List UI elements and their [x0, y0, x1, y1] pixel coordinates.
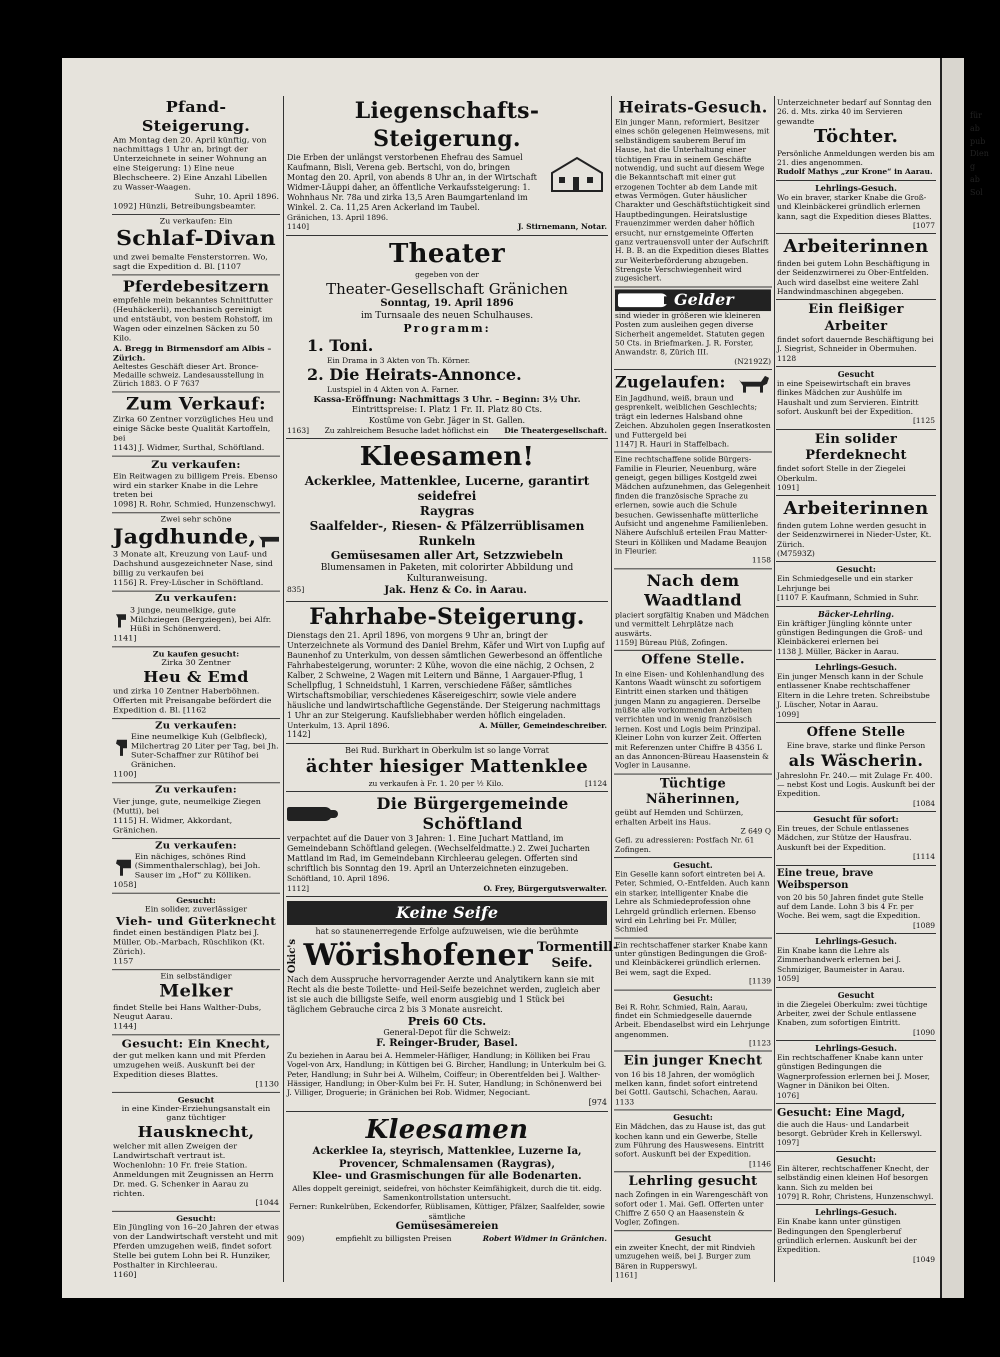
ad-signature: Robert Widmer in Gränichen. — [482, 1233, 607, 1243]
ad-signature: Rudolf Mathys „zur Krone“ in Aarau. — [777, 167, 933, 177]
ad-pretext: Zirka 30 Zentner — [161, 658, 231, 668]
ad-title: Gesucht: — [176, 1213, 216, 1224]
ad-reitwagen — [112, 457, 280, 513]
ad-title: Gesucht: — [673, 992, 713, 1002]
ad-number: 1128 — [777, 353, 797, 363]
ad-zugelaufen — [614, 370, 772, 453]
ad-number: [974 — [588, 1097, 607, 1107]
ad-headline: Vieh- und Güterknecht — [115, 914, 277, 929]
ad-line: Alles doppelt gereinigt, seidefrei, von höchster Keimfähigkeit, durch die tit. eidg. Samenkontrollstation untersucht. — [292, 1183, 602, 1202]
ad-dealers: Zu beziehen in Aarau bei A. Hemmeler-Häfliger, Handlung; in Kölliken bei Frau Vogel-von Arx, Handlung; in Küttigen bei G. Bircher, Handlung; in Unterkulm bei G. Peter, Handlung; in Suhr bei A. Wilhelm, Coiffeur; in Oberentfelden bei J. Walther-Hässiger, Handlung; in Ober-Kulm bei Fr. H. Suter, Handlung; in Schönenwerd bei J. Villiger, Droguerie; in Gränichen bei Rob. Widmer, Negociant. — [287, 1050, 607, 1098]
ad-signature: A. Bregg in Birmensdorf am Albis – Zürich. — [113, 342, 272, 362]
ad-body: sind wieder in größeren wie kleineren Posten zum ausleihen gegen diverse Sicherheit angemeldet. Statuten gegen 50 Cts. in Briefmarken. J. R. Forster, Anwandstr. 8, Zürich III. — [615, 310, 765, 357]
ad-body: Vier junge, gute, neumelkige Ziegen (Mutti), bei — [113, 797, 261, 816]
ad-title: Kleesamen — [365, 1114, 529, 1145]
ad-title: Tüchtige Näherinnen, — [645, 776, 741, 807]
ad-title: Zu verkaufen: — [155, 720, 237, 732]
ad-signature: [1044 — [255, 1198, 279, 1207]
ad-number: 1161] — [615, 1270, 638, 1280]
ad-title: Jagdhunde, — [113, 524, 257, 550]
ad-ziegen — [112, 784, 280, 839]
ad-side-text: Okic's — [287, 938, 298, 973]
ad-title: Arbeiterinnen — [783, 498, 929, 520]
ad-title: Offene Stelle — [806, 724, 906, 740]
ad-hausknecht — [112, 1093, 280, 1212]
pointing-hand-icon — [287, 807, 332, 821]
ad-speisewirtschaft — [776, 367, 936, 430]
ad-lehrlings-gesuch-1 — [776, 181, 936, 235]
ad-title: Ein junger Knecht — [623, 1053, 763, 1069]
ad-body: Ein Reitwagen zu billigem Preis. Ebenso wird ein starker Knabe in die Lehre treten bei — [113, 471, 278, 499]
ad-viehknecht — [112, 894, 280, 970]
ad-signature: 1115] H. Widmer, Akkordant, Gränichen. — [113, 816, 233, 835]
ad-body: welcher mit allen Zweigen der Landwirtschaft vertraut ist. Wochenlohn: 10 Fr. freie Station. Anmeldungen mit Zeugnissen an Herrn Dr. med. G. Schenker in Aarau zu richten. — [113, 1141, 274, 1198]
ad-number: 1133 — [615, 1097, 635, 1107]
ad-number: 1112] — [287, 883, 310, 893]
ad-title: Theater — [389, 238, 505, 269]
ad-body: Ein Knabe kann die Lehre als Zimmerhandwerk erlernen bei J. Schmiziger, Baumeister in Aarau. — [777, 946, 905, 974]
ad-date: Suhr, 10. April 1896. — [194, 192, 279, 201]
ad-zweiter-knecht — [614, 1231, 772, 1283]
ad-body: Zirka 60 Zentner vorzügliches Heu und einige Säcke beste Qualität Kartoffeln, bei — [113, 415, 274, 443]
ad-body: 3 Monate alt, Kreuzung von Lauf- und Dachshund ausgezeichneter Nase, sind billig zu verkaufen bei — [113, 550, 273, 578]
ad-title: Gesucht: Ein Knecht, — [121, 1037, 271, 1051]
ad-body: In eine Eisen- und Kohlenhandlung des Kantons Waadt wünscht zu sofortigem Eintritt einen starken und thätigen jungen Mann zu angagieren. Derselbe müßte alle vorkommenden Arbeiten verrichten und in wenig französisch lernen. Kost und Logis beim Prinzipal. Kleiner Lohn von kurzer Zeit. Offerten mit Referenzen unter Chiffre B 4356 L an das Annoncen-Büreau Haasenstein & Vogler in Lausanne. — [615, 668, 769, 770]
house-icon — [547, 153, 607, 193]
ad-line: Provencer, Schmalensamen (Raygras), — [339, 1158, 555, 1170]
ad-waescherin — [776, 723, 936, 812]
ad-body: der gut melken kann und mit Pferden umzugehen weiß. Auskunft bei der Expedition dieses Blattes. — [113, 1051, 266, 1079]
ad-number: 1158 — [751, 555, 771, 565]
ad-signature: 1144] — [113, 1021, 137, 1031]
ad-body: placiert sorgfältig Knaben und Mädchen und vermittelt Lehrplätze nach auswärts. — [615, 610, 770, 638]
ad-heu-emd — [112, 647, 280, 719]
fragment-text: Sol — [970, 187, 983, 197]
ad-date: Gränichen, 13. April 1896. — [287, 213, 389, 222]
ad-pretext: hat so staunenerregende Erfolge aufzuweisen, wie die berühmte — [315, 927, 579, 936]
ad-body: ein zweiter Knecht, der mit Rindvieh umzugehen weiß, bei J. Burger zum Bären in Rupperswyl. — [615, 1242, 756, 1270]
ad-magd — [776, 1104, 936, 1152]
ad-line: empfiehlt zu billigsten Preisen — [335, 1233, 452, 1243]
ad-note: Aeltestes Geschäft dieser Art. Bronce-Medaille schweiz. Landesausstellung in Zürich 1883. O F 7637 — [113, 361, 264, 388]
program-item: 1. Toni. — [307, 335, 374, 355]
ad-signature: 1156] R. Frey-Lüscher in Schöftland. — [113, 578, 264, 588]
ad-number: [1077 — [912, 220, 935, 230]
ad-body: zu verkaufen à Fr. 1. 20 per ½ Kilo. — [368, 778, 504, 788]
ad-number: 1091] — [777, 483, 800, 492]
ad-baecker-lehre — [614, 938, 772, 990]
column-3 — [614, 96, 772, 1283]
ad-price: Preis 60 Cts. — [407, 1014, 487, 1028]
ad-pretext: Ein solider, zuverlässiger — [144, 905, 248, 914]
ad-signature: 1157 — [113, 957, 134, 966]
cattle-icon — [113, 852, 131, 877]
ad-body: Ein Knabe kann unter günstigen Bedingungen den Spenglerberuf gründlich erlernen. Auskunft bei der Expedition. — [777, 1217, 917, 1255]
ad-prices: Eintrittspreise: I. Platz 1 Fr. II. Platz 80 Cts. — [351, 405, 543, 416]
ad-zum-verkauf — [112, 392, 280, 457]
ad-schmiedgeselle — [614, 990, 772, 1052]
ad-number: 1076] — [777, 1090, 800, 1100]
ad-line: Raygras — [419, 503, 475, 518]
ad-headline: ächter hiesiger Mattenklee — [305, 756, 589, 778]
ad-title: Ein fleißiger Arbeiter — [808, 302, 904, 334]
ad-pretext: Zwei sehr schöne — [160, 515, 232, 524]
ad-number: [1125 — [912, 416, 935, 426]
ad-schmiedgeselle-suhr — [776, 562, 936, 606]
ad-signature: 1079] R. Rohr, Christens, Hunzenschwyl. — [777, 1191, 934, 1201]
ad-banner: Keine Seife — [287, 901, 607, 925]
ad-title: Die Bürgergemeinde Schöftland — [376, 794, 569, 834]
ad-kuh — [112, 719, 280, 784]
ad-signature: 1138 J. Müller, Bäcker in Aarau. — [777, 646, 899, 656]
ad-body: Ein junger Mann, reformiert, Besitzer eines schön gelegenen Heimwesens, mit selbständigem sauberem Beruf im Hause, hat die Unterhaltung einer tüchtigen Frau in seinem Geschäfte notwendig, und sucht auf diesem Wege die Bekanntschaft mit einer gut erzogenen Tochter ab dem Lande mit etwas Vermögen. Guter häuslicher Charakter und Geschäftstüchtigkeit sind Hauptbedingungen. Heiratslustige Frauenzimmer werden daher höflich ersucht, nur ernstgemeinte Offerten ganz vertrauensvoll unter der Aufschrift H. B. B. an die Expedition dieses Blattes zur Weiterbeförderung abzugeben. Strengste Verschwiegenheit wird zugesichert. — [615, 117, 771, 283]
ad-melker — [112, 970, 280, 1035]
fragment-text: Dien — [970, 149, 989, 159]
ad-body: die auch die Haus- und Landarbeit besorgt. Gebrüder Kreh in Kellerswyl. — [777, 1119, 923, 1138]
ad-title: Arbeiterinnen — [783, 236, 929, 258]
ad-info: Zu zahlreichem Besuche ladet höflichst ein — [324, 425, 489, 435]
dog-icon — [256, 527, 279, 548]
ad-headline: Wörishofener — [303, 938, 533, 973]
ad-body: finden bei gutem Lohn Beschäftigung in der Seidenzwirnerei zu Ober-Entfelden. Auch wird daselbst eine weitere Zahl Handwindmaschinen abgegeben. — [777, 258, 930, 296]
ad-body: und zirka 10 Zentner Haberböhnen. Offerten mit Preisangabe befördert die Expedition d. Bl. [1162 — [113, 686, 272, 715]
ad-line: Saalfelder-, Riesen- & Pfälzerrüblisamen — [309, 518, 585, 533]
ad-number: 835] — [287, 585, 305, 594]
ad-body: Dienstags den 21. April 1896, von morgens 9 Uhr an, bringt der Unterzeichnete als Vormund des Daniel Brehm, Käfer und Wirt von Lupfig auf Baunenhof zu Unterkulm, von dessen sämtlichen Gewerbesond an öffentliche Fahrhabesteigerung, worunter: 2 Kühe, wovon die eine nächig, 2 Ochsen, 2 Kalber, 2 Schweine, 2 Wagen mit Leitern und Bänne, 1 Aargauer-Pflug, 1 Schellpflug, 1 Schneidstuhl, 1 Karren, verschiedene Fäßer, sämtliches Wirtschaftsmobiliar, verschiedenes Käsereigeschirr, sowie viele andere häusliche und landwirtschaftliche Gegenstände. Der Steigerung nachmittags 1 Uhr an zur Steigerung. Kaufsliebhaber werden höflich eingeladen. — [287, 631, 605, 720]
ad-pferdeknecht — [776, 430, 936, 497]
ad-body: 3 junge, neumelkige, gute Milchziegen (Bergziegen), bei Alfr. Hüßi in Schönenwerd. — [130, 605, 272, 634]
column-rule — [283, 96, 284, 1282]
ad-body: Eine neumelkige Kuh (Gelbfleck), Milchertrag 20 Liter per Tag, bei Jh. Suter-Schaffner zur Rütihof bei Gränichen. — [131, 732, 279, 770]
ad-body: Ein junger Mensch kann in der Schule entlassener Knabe rechtschaffener Eltern in die Lehre treten. Schreibstube J. Lüscher, Notar in Aarau. — [777, 672, 930, 710]
ad-title: Pfand-Steigerung. — [141, 97, 251, 135]
ad-body: Jahreslohn Fr. 240.— mit Zulage Fr. 400.— nebst Kost und Logis. Auskunft bei der Expedition. — [777, 770, 935, 799]
ad-date: Sonntag, 19. April 1896 — [380, 298, 514, 310]
ad-title: Zu verkaufen: — [155, 593, 237, 605]
ad-juengling — [112, 1212, 280, 1283]
column-1 — [112, 96, 280, 1282]
ad-title: Gesucht: — [836, 564, 876, 575]
program-item-sub: Ein Drama in 3 Akten von Th. Körner. — [327, 355, 471, 365]
ad-body: findet sofort dauernde Beschäftigung bei J. Siegrist, Schneider in Obermuhen. — [777, 334, 934, 354]
ad-spengler — [776, 1205, 936, 1267]
ad-body: Ein rechtschaffener Knabe kann unter günstigen Bedingungen die Wagnerprofession erlernen bei J. Moser, Wagner in Dänikon bei Olten. — [777, 1053, 930, 1091]
ad-signature: 1098] R. Rohr, Schmied, Hunzenschwyl. — [113, 499, 276, 509]
goat-icon — [113, 606, 126, 629]
ad-naeherinnen — [614, 774, 772, 858]
fragment-text: pub — [970, 136, 986, 146]
ad-title: Kleesamen! — [359, 442, 535, 473]
ad-lehrlings-gesuch-2 — [776, 660, 936, 723]
ad-pretext: gegeben von der — [415, 270, 479, 280]
ad-body: Nach dem Ausspruche hervorragender Aerzte und Analytikern kann sie mit Recht als die beste Toilette- und Heil-Seife bezeichnet werden, zugleich aber ist sie auch die billigste Seife, weil enorm ausgiebig und 1 Stück bei täglichem Gebrauche circa 2 bis 3 Monate ausreicht. — [287, 974, 600, 1014]
ad-body: Ein rechtschaffener starker Knabe kann unter günstigen Bedingungen die Groß- und Kleinbäckerei gründlich erlernen. Bei wem, sagt die Exped. — [615, 940, 768, 977]
ad-title: Gesucht — [674, 1232, 712, 1243]
ad-headline: Hausknecht, — [137, 1122, 255, 1141]
ad-line: Gemüsesämereien — [395, 1221, 499, 1233]
ad-line: Ackerklee, Mattenklee, Lucerne, garantirt seidefrei — [304, 473, 590, 503]
program-item-sub: Lustspiel in 4 Akten von A. Farner. — [327, 385, 459, 395]
ad-body: in eine Speisewirtschaft ein braves flinkes Mädchen zur Aushülfe im Haushalt und zum Servieren. Eintritt sofort. Auskunft bei der Expedition. — [777, 378, 919, 416]
ad-body: verpachtet auf die Dauer von 3 Jahren: 1. Eine Juchart Mattland, im Gemeindebann Schöftland gelegen. (Wechselfeldmatte.) 2. Zwei Jucharten Mattland im Rad, im Gemeindebann Kirchleerau gelegen. Offerten sind schriftlich bis Sonntag den 19. April an Unterzeichneten einzugeben. — [287, 834, 590, 874]
ad-body: von 16 bis 18 Jahren, der womöglich melken kann, findet sofort eintretend bei Gottl. Gautschi, Schachen, Aarau. — [615, 1069, 758, 1098]
fragment-text: ab — [970, 174, 980, 184]
ad-number: [1124 — [584, 778, 607, 788]
ad-arbeiterinnen-2 — [776, 496, 936, 562]
ad-title: Offene Stelle. — [641, 653, 745, 668]
ad-signature: 1160] — [113, 1270, 137, 1279]
ad-kleesamen-widmer — [286, 1112, 608, 1246]
ad-number: [1139 — [748, 976, 771, 986]
ad-title: Zu verkaufen: — [155, 785, 237, 796]
ad-body: und zwei bemalte Fensterstorren. Wo, sagt die Expedition d. Bl. [1107 — [113, 252, 268, 271]
ad-body: Ein treues, der Schule entlassenes Mädchen, zur Stütze der Hausfrau. Auskunft bei der Expedition. — [777, 824, 912, 852]
ad-wagner — [776, 1041, 936, 1104]
ad-title: Gesucht — [837, 989, 875, 1000]
ad-body: Ein Geselle kann sofort eintreten bei A. Peter, Schmied, O.-Entfelden. Auch kann ein starker, intelligenter Knabe die Lehre als Schmiedeprofession ohne Lehrgeld gründlich erlernen. Ebenso wird ein Lehrling bei Fr. Müller, Schmied — [615, 869, 770, 934]
ad-info: Kostüme von Gebr. Jäger in St. Gallen. — [368, 415, 526, 425]
ad-signature: Die Theatergesellschaft. — [504, 425, 607, 435]
column-2 — [286, 96, 619, 1246]
ad-body: findet einen beständigen Platz bei J. Müller, Ob.-Marbach, Rüschlikon (Kt. Zürich). — [113, 928, 265, 957]
ad-body: Ein Mädchen, das zu Hause ist, das gut kochen kann und ein Gewerbe, Stelle zum Führung des Hauswesens. Eintritt sofort. Auskunft bei der Expedition. — [615, 1122, 766, 1159]
ad-title: Gesucht. — [673, 859, 713, 870]
fragment-text: für — [970, 111, 982, 120]
ad-number: [1090 — [912, 1027, 935, 1037]
ad-number: (N2192Z) — [734, 356, 771, 366]
pointing-hand-icon — [618, 293, 668, 307]
ad-line: Ferner: Runkelrüben, Eckendorfer, Rüblisamen, Küttiger, Pfälzer, Saalfelder, sowie sämtliche — [289, 1202, 605, 1221]
ad-title: Gesucht — [177, 1094, 215, 1105]
ad-ziegelei — [776, 988, 936, 1042]
ad-signature: [1107 F. Kaufmann, Schmied in Suhr. — [777, 593, 919, 603]
ad-body: findet Stelle bei Hans Walther-Dubs, Neugut Aarau. — [113, 1003, 262, 1022]
ad-line: Blumensamen in Paketen, mit colorirter Abbildung und Kulturanweisung. — [320, 562, 574, 584]
ad-gesucht-sofort — [776, 812, 936, 866]
ad-body: finden gutem Lohne werden gesucht in der Seidenzwirnerei in Nieder-Uster, Kt. Zürich. — [777, 520, 932, 549]
ad-signature: Gefl. zu adressieren: Postfach Nr. 61 Zofingen. — [615, 835, 755, 854]
ad-signature: O. Frey, Bürgergutsverwalter. — [483, 883, 607, 893]
ad-baecker-lehrling — [776, 607, 936, 661]
ad-signature: 1143] J. Widmer, Surthal, Schöftland. — [113, 443, 265, 453]
ad-pretext: Eine brave, starke und flinke Person — [786, 741, 926, 751]
ad-line: Klee- und Grasmischungen für alle Bodenarten. — [312, 1171, 582, 1183]
ad-number: 1099] — [777, 709, 800, 719]
ad-jagdhunde — [112, 513, 280, 592]
ad-number: 1059] — [777, 974, 800, 984]
ad-title: Lehrlings-Gesuch. — [815, 182, 897, 193]
ad-body: findet sofort Stelle in der Ziegelei Oberkulm. — [777, 464, 906, 483]
ad-milchziegen — [112, 592, 280, 647]
ad-heirat — [614, 96, 772, 287]
ad-signature: 1159] Büreau Plüß, Zofingen. — [615, 637, 728, 647]
ad-gelder — [614, 287, 772, 370]
fragment-text: ab — [970, 123, 980, 133]
ad-signature: J. Stirnemann, Notar. — [517, 222, 607, 232]
ad-zimmerhandwerk — [776, 934, 936, 988]
ad-pretext: in eine Kinder-Erziehungsanstalt ein ganz tüchtiger — [121, 1104, 271, 1123]
ad-title: Zu verkaufen: — [155, 840, 237, 852]
next-page-edge — [940, 58, 964, 1298]
ad-toechter — [776, 96, 936, 181]
ad-body: Eine rechtschaffene solide Bürgers-Familie in Fleurier, Neuenburg, wäre geneigt, gegen billiges Kostgeld zwei Mädchen aufzunehmen, das Gelegenheit finden die französische Sprache zu erlernen, sowie auch die Schule besuchen. Gewissenhafte mütterliche Aufsicht und angenehme Familienleben. Nähere Aufschluß erteilen Frau Matter-Steuri in Kölliken und Madame Beaujon in Fleurier. — [615, 454, 771, 556]
ad-offene-stelle — [614, 651, 772, 774]
ad-date: Schöftland, 10. April 1896. — [287, 874, 390, 884]
ad-body: von 20 bis 50 Jahren findet gute Stelle auf dem Lande. Lohn 3 bis 4 Fr. per Woche. Bei wem, sagt die Expedition. — [777, 892, 924, 921]
ad-pretext: Bei Rud. Burkhart in Oberkulm ist so lange Vorrat — [345, 746, 549, 756]
ad-number: 909) — [287, 1233, 305, 1243]
column-rule — [774, 96, 775, 1282]
ad-body: Bei R. Rohr, Schmied, Rain, Aarau, findet ein Schmiedgeselle dauernde Arbeit. Ebendaselbst wird ein Lehrjunge angenommen. — [615, 1001, 770, 1039]
ad-info: General-Depot für die Schweiz: — [383, 1028, 511, 1038]
ad-signature: 1147] R. Hauri in Staffelbach. — [615, 439, 730, 449]
ad-signature: 1100] — [113, 770, 137, 779]
ad-body: Die Erben der unlängst verstorbenen Ehefrau des Samuel Kaufmann, Bisli, Verena geb. Bertschi, von do, bringen Montag den 20. April, von abends 8 Uhr an, in der Wirtschaft Widmer-Läuppi daher, an öffentliche Verkaufssteigerung: 1. Wohnhaus Nr. 78a und zirka 13,5 Aren Baumgartenland im Winkel. 2. Ca. 11,25 Aren Ackerland im Taubel. — [287, 153, 537, 212]
ad-body: in die Ziegelei Oberkulm: zwei tüchtige Arbeiter, zwei der Schule entlassene Knaben, zum sofortigen Eintritt. — [777, 999, 928, 1028]
ad-liegenschaft — [286, 96, 608, 236]
ad-signature: A. Müller, Gemeindeschreiber. — [479, 721, 607, 730]
ad-knecht — [112, 1035, 280, 1093]
ad-number: [1146 — [748, 1159, 771, 1168]
ad-title: Gesucht: — [673, 1112, 713, 1123]
program-heading: Programm: — [403, 322, 491, 336]
ad-aelterer-knecht — [776, 1152, 936, 1206]
program-item: 2. Die Heirats-Annonce. — [307, 365, 522, 385]
ad-title: Schlaf-Divan — [116, 226, 276, 251]
ad-date: Unterkulm, 13. April 1896. — [287, 721, 390, 730]
dog-icon — [737, 372, 771, 394]
fragment-text: g — [970, 162, 976, 172]
ad-signature: 1058] — [113, 880, 137, 890]
ad-maedchen — [614, 1111, 772, 1173]
ad-fleissiger-arbeiter — [776, 300, 936, 367]
ad-pretext: Ein selbständiger — [160, 972, 232, 981]
ad-signature: 1141] — [113, 633, 137, 643]
ad-arbeiterinnen-1 — [776, 234, 936, 300]
ad-title: Zu verkaufen: — [151, 458, 241, 471]
ad-title: Bäcker-Lehrling. — [817, 608, 894, 619]
ad-pretext: Unterzeichneter bedarf auf Sonntag den 26. d. Mts. zirka 40 im Servieren gewandte — [777, 98, 932, 126]
ad-firm: F. Reinger-Bruder, Basel. — [376, 1038, 518, 1050]
ad-theater — [286, 236, 608, 440]
ad-weibsperson — [776, 866, 936, 935]
ad-number: [1123 — [748, 1038, 771, 1048]
ad-number: 1163] — [287, 425, 310, 435]
ad-body: Ein Jüngling von 16–20 Jahren der etwas von der Landwirtschaft versteht und mit Pferden umzugehen weiß, findet sofort Stelle bei gutem Lohn bei R. Hunziker, Posthalter in Kirchleerau. — [113, 1223, 279, 1270]
ad-title: Pferdebesitzern — [122, 276, 270, 295]
ad-headline: Töchter. — [813, 126, 899, 148]
ad-headline: als Wäscherin. — [788, 750, 924, 770]
cow-icon — [113, 733, 127, 758]
ad-title: Lehrlings-Gesuch. — [815, 936, 897, 946]
ad-body: geübt auf Hemden und Schürzen, erhalten Arbeit ins Haus. — [615, 808, 744, 827]
ad-body: Am Montag den 20. April künftig, von nachmittags 1 Uhr an, bringt der Unterzeichnete in seiner Wohnung an eine Steigerung: 1) Eine neue Blechscheere. 2) Eine Anzahl Libellen zu Wasser-Waagen. — [113, 135, 268, 192]
ad-title: Lehrlings-Gesuch. — [815, 662, 897, 672]
ad-place: im Turnsaale des neuen Schulhauses. — [360, 310, 534, 321]
ad-pferdebesitzern — [112, 275, 280, 392]
ad-number: 1140] — [287, 222, 310, 232]
ad-number: (M7593Z) — [777, 549, 815, 558]
ad-title: Fahrhabe-Steigerung. — [309, 603, 585, 630]
ad-title: Gesucht: — [176, 895, 216, 906]
ad-title: Zum Verkauf: — [126, 393, 266, 414]
ad-title: Gelder — [674, 290, 734, 309]
ad-signature: [1130 — [255, 1079, 279, 1089]
ad-title: Heirats-Gesuch. — [618, 97, 768, 117]
ad-pfand — [112, 96, 280, 215]
ad-title: Zugelaufen: — [615, 372, 726, 392]
ad-number: [1089 — [912, 920, 935, 930]
ad-title: Lehrling gesucht — [628, 1174, 758, 1189]
ad-title: Lehrlings-Gesuch. — [815, 1043, 897, 1053]
ad-number: Z 649 Q — [740, 826, 771, 836]
ad-title: Ein solider Pferdeknecht — [805, 431, 907, 463]
ad-title: Liegenschafts-Steigerung. — [354, 98, 540, 152]
ad-waadtland — [614, 569, 772, 651]
ad-title: Lehrlings-Gesuch. — [815, 1207, 897, 1218]
ad-line: Ackerklee Ia, steyrisch, Mattenklee, Luzerne Ia, — [312, 1146, 582, 1158]
ad-signature: 1092] Hünzli, Betreibungsbeamter. — [113, 201, 256, 211]
ad-schmied — [614, 858, 772, 938]
ad-signature: Jak. Henz & Co. in Aarau. — [384, 585, 527, 596]
ad-buergergemeinde — [286, 792, 608, 897]
ad-body: Ein nächiges, schönes Rind (Simmenthalerschlag), bei Joh. Sauser im „Hof“ zu Kölliken. — [134, 852, 261, 880]
ad-body: Ein Jagdhund, weiß, braun und gesprenkelt, weiblichen Geschlechts; trägt ein ledernes Halsband ohne Zeichen. Abzuholen gegen Inseratkosten und Futtergeld bei — [615, 393, 771, 440]
ad-body: Ein älterer, rechtschaffener Knecht, der selbständig einen kleinen Hof besorgen kann. Sich zu melden bei — [777, 1163, 929, 1192]
ad-lehrling — [614, 1172, 772, 1231]
ad-schlaf-divan — [112, 215, 280, 275]
ad-title: Melker — [159, 981, 233, 1002]
ad-pretext: Zu verkaufen: Ein — [159, 216, 233, 226]
ad-number: [1084 — [912, 798, 935, 808]
ad-organizer: Theater-Gesellschaft Gränichen — [326, 279, 568, 298]
ad-line: Gemüsesamen aller Art, Setzzwiebeln — [330, 548, 564, 562]
ad-title: Eine treue, brave Weibsperson — [777, 867, 874, 891]
ad-title: Zu kaufen gesucht: — [152, 649, 240, 659]
ad-info: Kassa-Eröffnung: Nachmittags 3 Uhr. – Beginn: 3½ Uhr. — [313, 394, 581, 405]
ad-body: nach Zofingen in ein Warengeschäft von sofort oder 1. Mai. Gefl. Offerten unter Chiffre Z 650 Q an Haasenstein & Vogler, Zofingen. — [615, 1190, 769, 1227]
ad-body: Wo ein braver, starker Knabe die Groß- und Kleinbäckerei gründlich erlernen kann, sagt die Expedition dieses Blattes. — [777, 192, 932, 221]
ad-number: [1114 — [912, 852, 935, 862]
ad-title: Gesucht für sofort: — [813, 814, 899, 824]
column-4 — [776, 96, 936, 1267]
ad-line: Runkeln — [418, 533, 476, 548]
ad-rind — [112, 839, 280, 894]
next-page-fragments — [970, 110, 1000, 200]
ad-familie-fleurier — [614, 453, 772, 569]
ad-title: Gesucht: Eine Magd, — [777, 1105, 906, 1119]
ad-title: Nach dem Waadtland — [644, 571, 742, 610]
ad-title: Gesucht: — [836, 1153, 876, 1164]
ad-seife — [286, 897, 619, 1112]
column-rule — [611, 96, 612, 1282]
ad-kleesamen-henz — [286, 439, 608, 601]
ad-title: Gesucht — [837, 368, 875, 379]
ad-junger-knecht — [614, 1052, 772, 1111]
ad-headline: Heu & Emd — [143, 667, 249, 686]
ad-body: Persönliche Anmeldungen werden bis am 21. dies angenommen. — [777, 148, 935, 167]
ad-number: [1049 — [912, 1254, 935, 1264]
ad-body: empfehle mein bekanntes Schnittfutter (Heuhäckerli), mechanisch gereinigt und entstäubt, von bestem Rohstoff, im Wagen oder einzelnen Säcken zu 50 Kilo. — [113, 295, 273, 342]
ad-body: Ein Schmiedgeselle und ein starker Lehrjunge bei — [777, 574, 913, 593]
ad-number: 1142] — [287, 730, 311, 740]
ad-body: Ein kräftiger Jüngling könnte unter günstigen Bedingungen die Groß- und Kleinbäckerei erlernen bei — [777, 618, 923, 647]
ad-title: Tormentill-Seife. — [537, 939, 619, 971]
ad-number: 1097] — [777, 1138, 800, 1148]
ad-fahrhabe — [286, 602, 608, 745]
ad-mattenklee — [286, 744, 608, 792]
